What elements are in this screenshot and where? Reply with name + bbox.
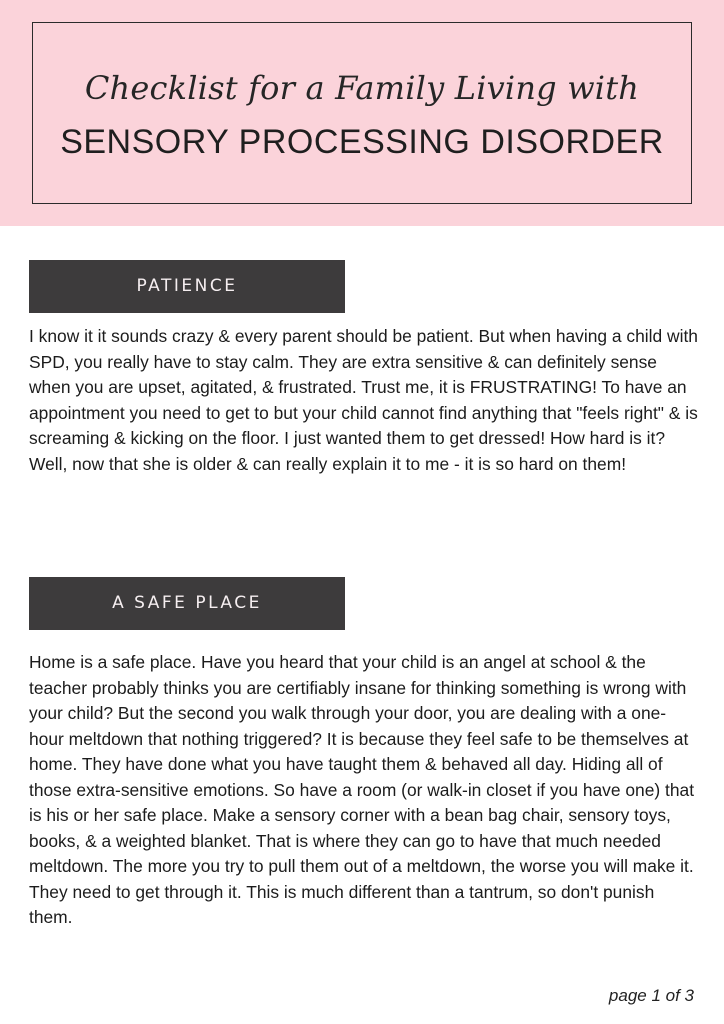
section-heading-patience: PATIENCE: [29, 260, 345, 313]
title-box: [32, 22, 692, 204]
section-heading-safe-place: A SAFE PLACE: [29, 577, 345, 630]
page-number: page 1 of 3: [608, 986, 694, 1005]
header-band: [0, 0, 724, 226]
section-body-safe-place: Home is a safe place. Have you heard that your child is an angel at school & the teacher probably thinks you are certifiably insane for thinking something is wrong with your child? But the second you walk through your door, you are dealing with a one-hour meltdown that nothing triggered? It is because they feel safe to be themselves at home. They have done what you have taught them & behaved all day. Hiding all of those extra-sensitive emotions. So have a room (or walk-in closet if you have one) that is his or her safe place. Make a sensory corner with a bean bag chair, sensory toys, books, & a weighted blanket. That is where they can go to have that much needed meltdown. The more you try to pull them out of a meltdown, the worse you will make it. They need to get through it. This is much different than a tantrum, so don't punish them.: [29, 652, 695, 927]
section-body-patience: I know it it sounds crazy & every parent should be patient. But when having a child with SPD, you really have to stay calm. They are extra sensitive & can definitely sense when you are upset, agitated, & frustrated. Trust me, it is FRUSTRATING! To have an appointment you need to get to but your child cannot find anything that "feels right" & is screaming & kicking on the floor. I just wanted them to get dressed! How hard is it? Well, now that she is older & can really explain it to me - it is so hard on them!: [29, 326, 698, 474]
main-title: SENSORY PROCESSING DISORDER: [60, 123, 664, 161]
script-title: Checklist for a Family Living with: [84, 69, 640, 107]
